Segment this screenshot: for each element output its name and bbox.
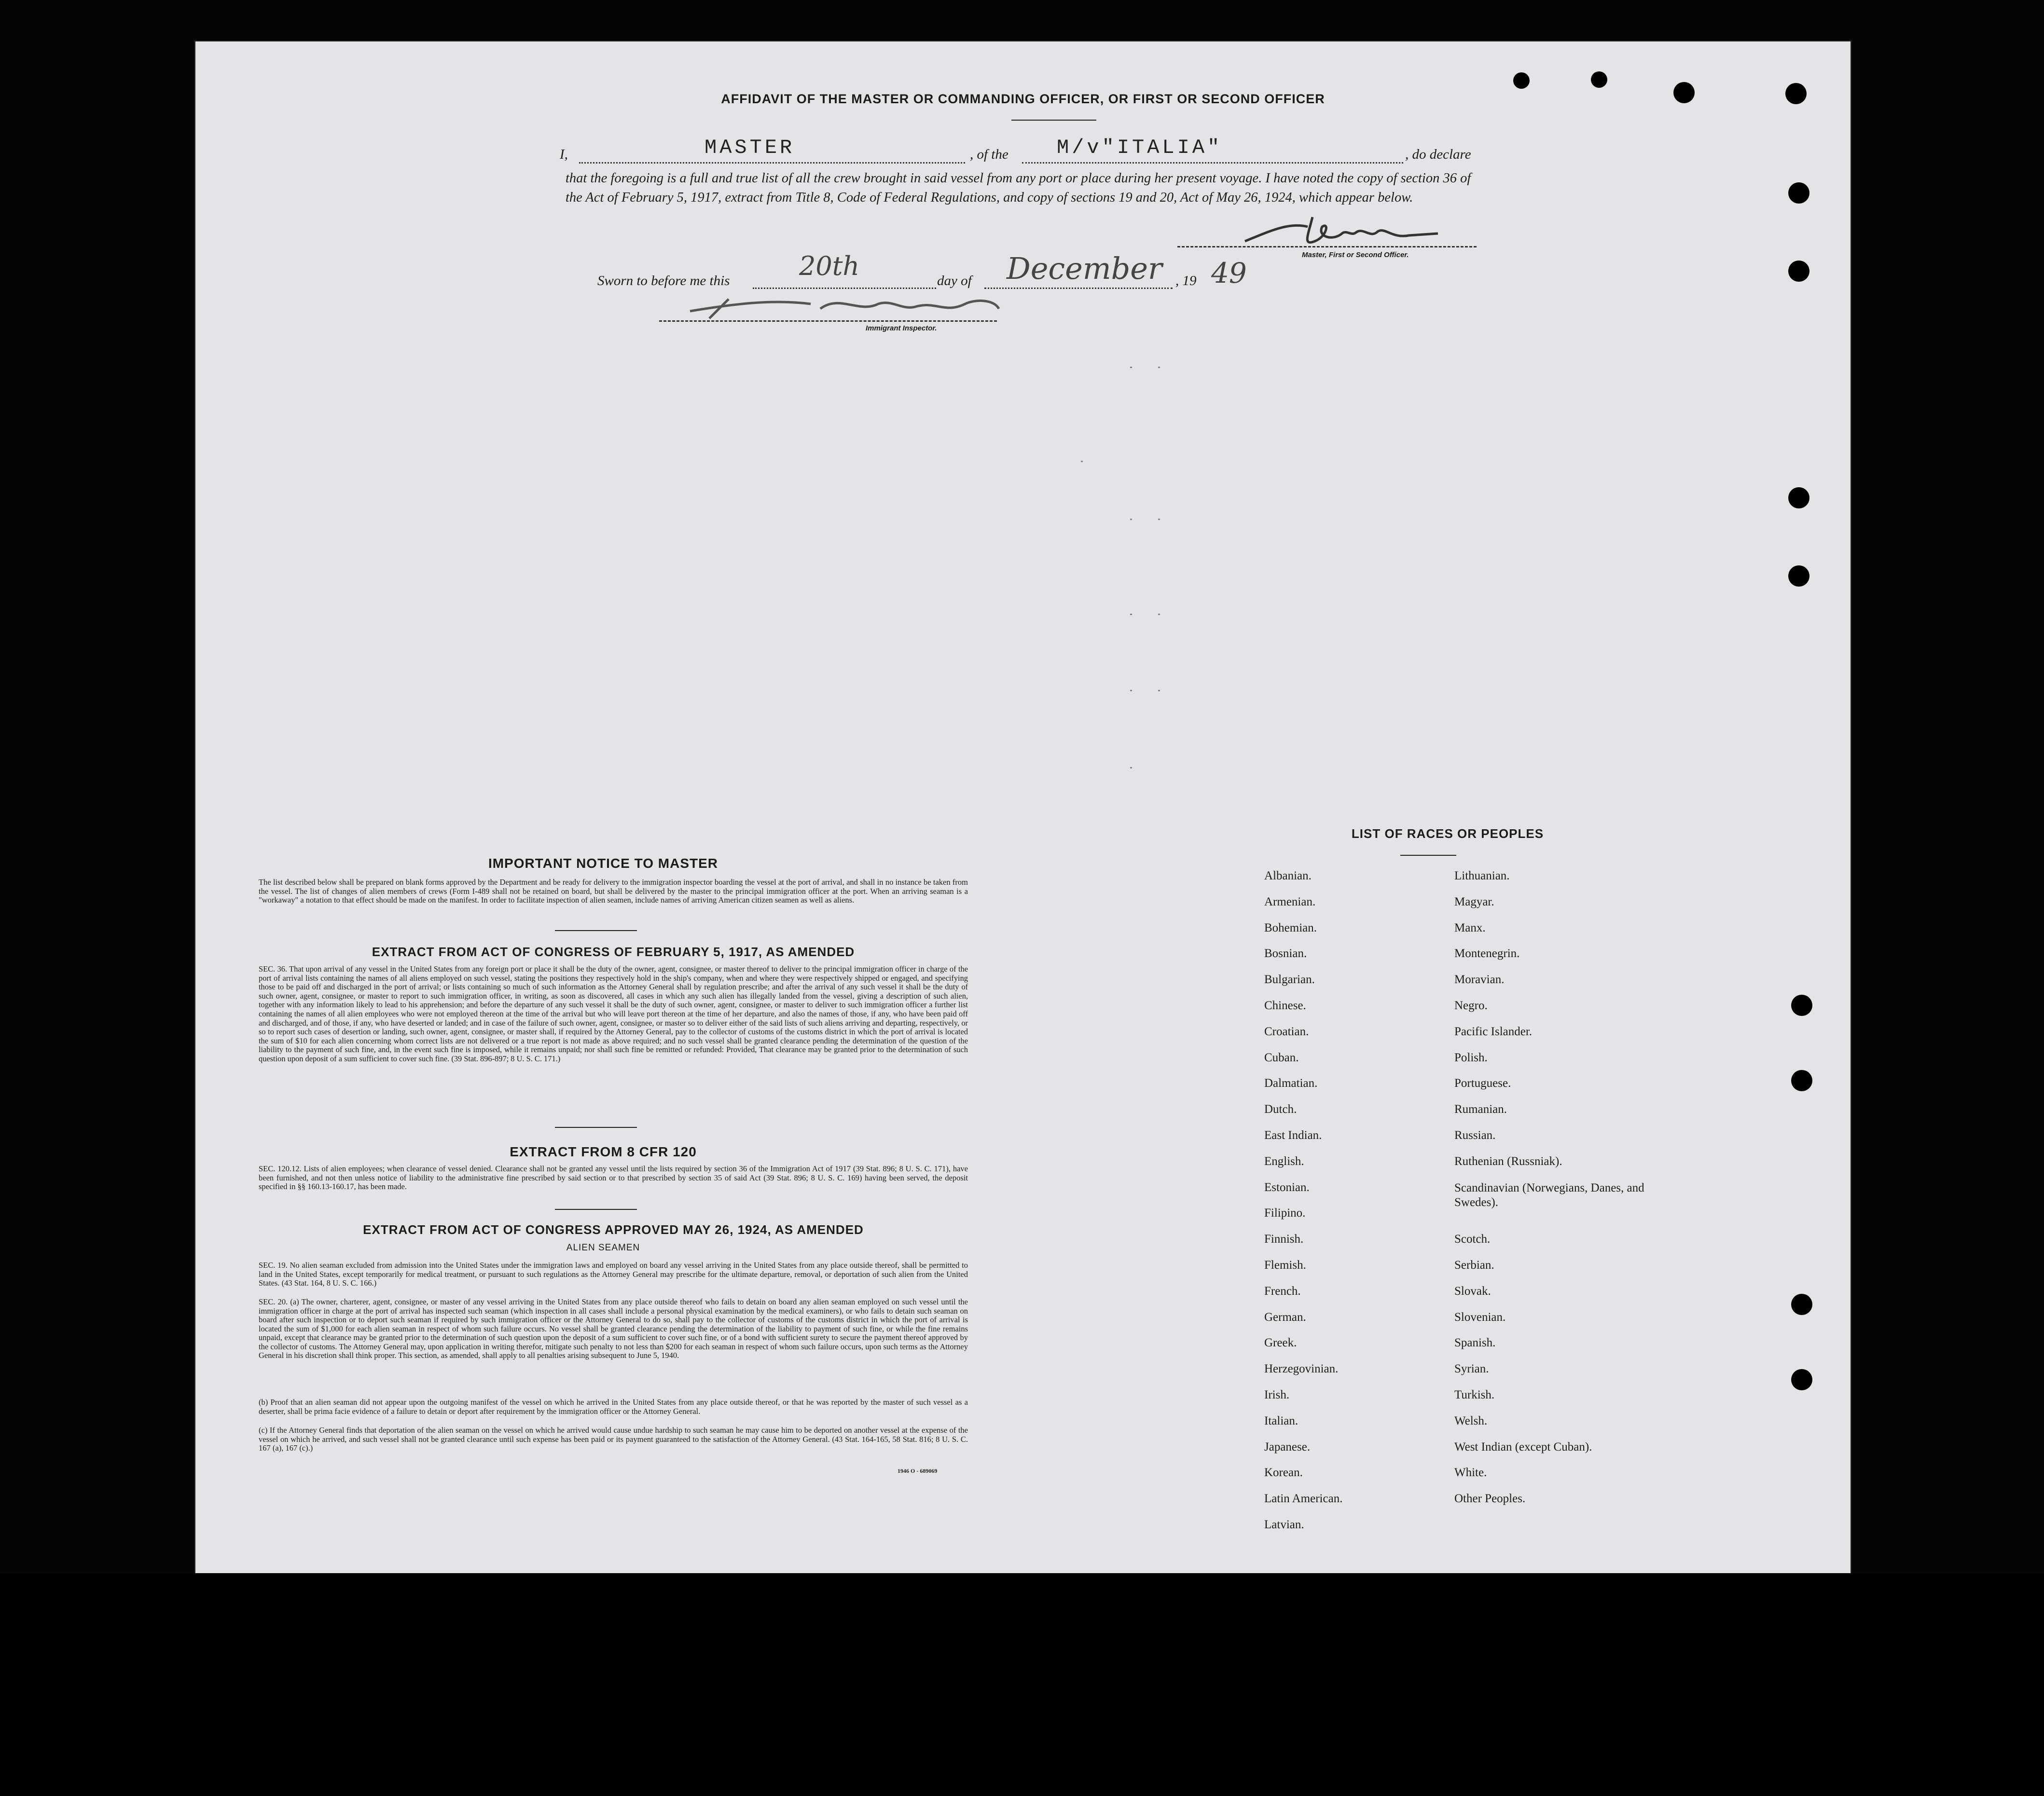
race-item: English. [1264,1154,1304,1168]
race-item: Filipino. [1264,1206,1306,1220]
race-item: Latvian. [1264,1518,1304,1531]
extract-cfr-body: SEC. 120.12. Lists of alien employees; when clearance of vessel denied. Clearance shall not be granted any vessel until the lists required by section 36 of the Immigration Act of 1917 (39 Stat. 896; 8 U. S. C. 171), have been furnished, and not then unless notice of liability to the administrative fine prescribed by said section or to that prescribed by section 35 of said Act (39 Stat. 896; 8 U. S. C. 169) having been served, the deposit specified in §§ 160.13-160.17, has been made. [259,1164,968,1191]
races-title: LIST OF RACES OR PEOPLES [1351,826,1544,841]
year-prefix: , 19 [1175,273,1197,288]
guide-tick [1158,367,1160,368]
sworn-day-line [753,288,936,289]
guide-tick [1158,519,1160,520]
race-item: Welsh. [1454,1414,1488,1427]
race-item: White. [1454,1466,1487,1480]
race-item: Bosnian. [1264,947,1307,960]
race-item: Flemish. [1264,1258,1306,1272]
extract-1924-sec20a: SEC. 20. (a) The owner, charterer, agent, consignee, or master of any vessel arriving in the United States from any place outside thereof who fails to detain on board any alien seaman employed on such vessel until the immigration officer in charge at the port of arrival has inspected such seaman (which inspection in all cases shall include a personal physical examination by the medical examiners), or who fails to detain such seaman on board after such inspection or to deport such seaman if required by such immigration officer or the Attorney General to do so, shall pay to the collector of customs of the customs district in which the port of arrival is located the sum of $1,000 for each alien seaman in respect of whom such failure occurs. No vessel shall be granted clearance pending the determination of the liability to payment of such fine, or while the fine remains unpaid, except that clearance may be granted prior to the determination of such question upon the deposit of a sum sufficient to cover such fine, or of a bond with sufficient surety to secure the payment thereof approved by the collector of customs. The Attorney General may, upon application in writing therefor, mitigate such penalty to not less than $200 for each seaman in respect of whom such failure occurs, upon such terms as the Attorney General in his discretion shall think proper. This section, as amended, shall apply to all penalties arising subsequent to June 5, 1940. [259,1297,968,1360]
punch-hole [1788,565,1809,587]
guide-tick [1081,461,1083,462]
race-item: Bohemian. [1264,921,1317,934]
sworn-label: Sworn to before me this [597,273,730,288]
notice-body: The list described below shall be prepared on blank forms approved by the Department and be ready for delivery to the immigration inspector boarding the vessel at the port of arrival, and shall in no instance be taken from the vessel. The list of changes of alien members of crews (Form I-489 shall not be retained on board, but shall be delivered by the master to the principal immigration officer at the port. When an arriving seaman is a "workaway" a notation to that effect should be made on the manifest. In order to facilitate inspection of alien seamen, include names of arriving American citizen seamen as well as aliens. [259,877,968,905]
race-item: Montenegrin. [1454,947,1520,960]
sworn-month-line [984,288,1173,289]
inspector-signature [676,289,1013,328]
extract-1924-sec19: SEC. 19. No alien seaman excluded from admission into the United States under the immigration laws and employed on board any vessel arriving in the United States from any place outside thereof, shall be permitted to land in the United States, except temporarily for medical treatment, or pursuant to such regulations as the Attorney General may prescribe for the ultimate departure, removal, or deportation of such alien from the United States. (43 Stat. 164, 8 U. S. C. 166.) [259,1261,968,1288]
extract-1917-divider [555,1127,637,1128]
race-item: Manx. [1454,921,1486,934]
race-item: Chinese. [1264,999,1306,1012]
punch-hole [1791,1070,1812,1091]
race-item: Serbian. [1454,1258,1494,1272]
extract-1924-title: EXTRACT FROM ACT OF CONGRESS APPROVED MAY 26, 1924, AS AMENDED [363,1222,864,1237]
affidavit-statement: that the foregoing is a full and true list of all the crew brought in said vessel from any port or place during her present voyage. I have noted the copy of section 36 of the Act of February 5, 1917, extract from Title 8, Code of Federal Regulations, and copy of sections 19 and 20, Act of May 26, 1924, which appear below. [566,171,1471,205]
scan-margin [0,1573,2044,1796]
race-item: Armenian. [1264,895,1316,908]
race-item: Other Peoples. [1454,1492,1526,1506]
inspector-caption: Immigrant Inspector. [866,324,937,332]
races-left-column [1264,869,1428,1544]
inspector-signature-line [659,320,997,322]
race-item: Scandinavian (Norwegians, Danes, and Swedes). [1454,1181,1644,1209]
notice-title: IMPORTANT NOTICE TO MASTER [488,856,718,871]
guide-tick [1158,690,1160,691]
extract-1924-sec20b: (b) Proof that an alien seaman did not appear upon the outgoing manifest of the vessel on which he arrived in the United States from any place outside thereof, or that he was reported by the master of such vessel as a deserter, shall be prima facie evidence of a failure to detain or deport after requirement by the immigration officer or the Attorney General. [259,1398,968,1416]
race-item: Russian. [1454,1128,1496,1142]
punch-hole [1788,487,1809,508]
race-item: Negro. [1454,999,1488,1012]
race-item: Rumanian. [1454,1103,1507,1116]
race-item: Polish. [1454,1051,1488,1064]
i-label: I, [560,147,568,162]
declare-label: , do declare [1405,147,1471,162]
title-divider [1011,120,1096,121]
race-item: Turkish. [1454,1388,1495,1401]
race-item: German. [1264,1310,1306,1324]
race-item: Slovenian. [1454,1310,1506,1324]
race-item: Syrian. [1454,1362,1489,1376]
race-item: Japanese. [1264,1440,1311,1453]
race-item: Moravian. [1454,973,1505,987]
day-of-label: day of [937,273,972,288]
punch-hole [1673,82,1695,103]
affidavit-title: AFFIDAVIT OF THE MASTER OR COMMANDING OFFICER, OR FIRST OR SECOND OFFICER [721,92,1325,106]
master-caption: Master, First or Second Officer. [1302,251,1409,259]
punch-hole [1788,260,1809,282]
race-item: Albanian. [1264,869,1312,882]
guide-tick [1130,690,1132,691]
race-item: Slovak. [1454,1284,1491,1298]
punch-hole [1591,71,1607,88]
race-item: Herzegovinian. [1264,1362,1339,1376]
race-item: Lithuanian. [1454,869,1510,882]
extract-1917-body: SEC. 36. That upon arrival of any vessel in the United States from any foreign port or place it shall be the duty of the owner, agent, consignee, or master thereof to deliver to the principal immigration officer in charge of the port of arrival lists containing the names of all aliens employed on such vessel, stating the positions they respectively hold in the ship's company, when and where they were respectively shipped or engaged, and specifying those to be paid off and discharged in the port of arrival; or lists containing so much of such information as the Attorney General shall by regulation prescribe; and after the arrival of any such vessel it shall be the duty of such owner, agent, consignee, or master to report to such immigration officer, in writing, as soon as discovered, all cases in which any such alien has illegally landed from the vessel, giving a description of such alien, together with any information likely to lead to his apprehension; and before the departure of any such vessel it shall be the duty of such owner, agent, consignee, or master to deliver to such immigration officer a further list containing the names of all alien employees who were not employed thereon at the time of the arrival but who will leave port thereon at the time of her departure, and also the names of those, if any, who have been paid off and discharged, and of those, if any, who have deserted or landed; and in case of the failure of such owner, agent, consignee, or master so to deliver either of the said lists of such aliens arriving and departing, respectively, or so to report such cases of desertion or landing, such owner, agent, consignee, or master shall, if required by the Attorney General, pay to the collector of customs of the customs district in which the port of arrival is located the sum of $10 for each alien concerning whom correct lists are not delivered or a true report is not made as above required; and no such vessel shall be granted clearance pending the determination of the question of the liability to the payment of such fine, and, in the event such fine is imposed, while it remains unpaid; nor shall such fine be remitted or refunded: Provided, That clearance may be granted prior to the determination of such question upon deposit of a sum sufficient to cover such fine. (39 Stat. 896-897; 8 U. S. C. 171.) [259,964,968,1063]
master-signature-line [1177,246,1477,247]
race-item: Finnish. [1264,1233,1304,1246]
guide-tick [1130,767,1132,768]
officer-value: MASTER [704,136,795,159]
race-item: Portuguese. [1454,1077,1511,1090]
guide-tick [1130,614,1132,615]
race-item: Latin American. [1264,1492,1343,1506]
vessel-line [1022,162,1403,164]
race-item: Greek. [1264,1336,1297,1350]
extract-1917-title: EXTRACT FROM ACT OF CONGRESS OF FEBRUARY 5, 1917, AS AMENDED [372,945,855,959]
race-item: Dalmatian. [1264,1077,1318,1090]
guide-tick [1130,367,1132,368]
punch-hole [1791,1294,1812,1315]
sworn-day-value: 20th [799,251,860,281]
races-divider [1400,855,1456,856]
race-item: West Indian (except Cuban). [1454,1440,1592,1453]
race-item: East Indian. [1264,1128,1322,1142]
print-code: 1946 O - 689069 [898,1467,938,1474]
extract-cfr-title: EXTRACT FROM 8 CFR 120 [510,1144,697,1159]
extract-1924-sec20c: (c) If the Attorney General finds that deportation of the alien seaman on the vessel on which he arrived would cause undue hardship to such seaman he may cause him to be deported on another vessel at the expense of the vessel on which he arrived, and such vessel shall not be granted clearance until such expense has been paid or its payment guaranteed to the satisfaction of the Attorney General. (43 Stat. 164-165, 58 Stat. 816; 8 U. S. C. 167 (a), 167 (c).) [259,1426,968,1453]
race-item: Croatian. [1264,1025,1309,1038]
of-the-label: , of the [970,147,1008,162]
punch-hole [1791,995,1812,1016]
vessel-value: M/v"ITALIA" [1057,136,1223,159]
race-item: Magyar. [1454,895,1494,908]
guide-tick [1158,614,1160,615]
race-item: Irish. [1264,1388,1290,1401]
race-item: Ruthenian (Russniak). [1454,1154,1562,1168]
race-item: Pacific Islander. [1454,1025,1533,1038]
punch-hole [1513,72,1530,89]
races-right-column [1454,869,1686,1518]
punch-hole [1788,182,1809,204]
extract-cfr-divider [555,1209,637,1210]
race-item: Bulgarian. [1264,973,1315,987]
year-value: 49 [1211,257,1247,289]
race-item: Korean. [1264,1466,1303,1480]
punch-hole [1785,83,1807,104]
race-item: Scotch. [1454,1233,1491,1246]
race-item: Spanish. [1454,1336,1496,1350]
race-item: French. [1264,1284,1301,1298]
race-item: Dutch. [1264,1103,1297,1116]
guide-tick [1130,519,1132,520]
race-item: Estonian. [1264,1180,1310,1194]
sworn-month-value: December [1007,251,1162,286]
officer-line [579,162,965,164]
punch-hole [1791,1369,1812,1390]
notice-divider [555,930,637,931]
race-item: Cuban. [1264,1051,1299,1064]
extract-1924-subtitle: ALIEN SEAMEN [566,1243,640,1253]
race-item: Italian. [1264,1414,1298,1427]
